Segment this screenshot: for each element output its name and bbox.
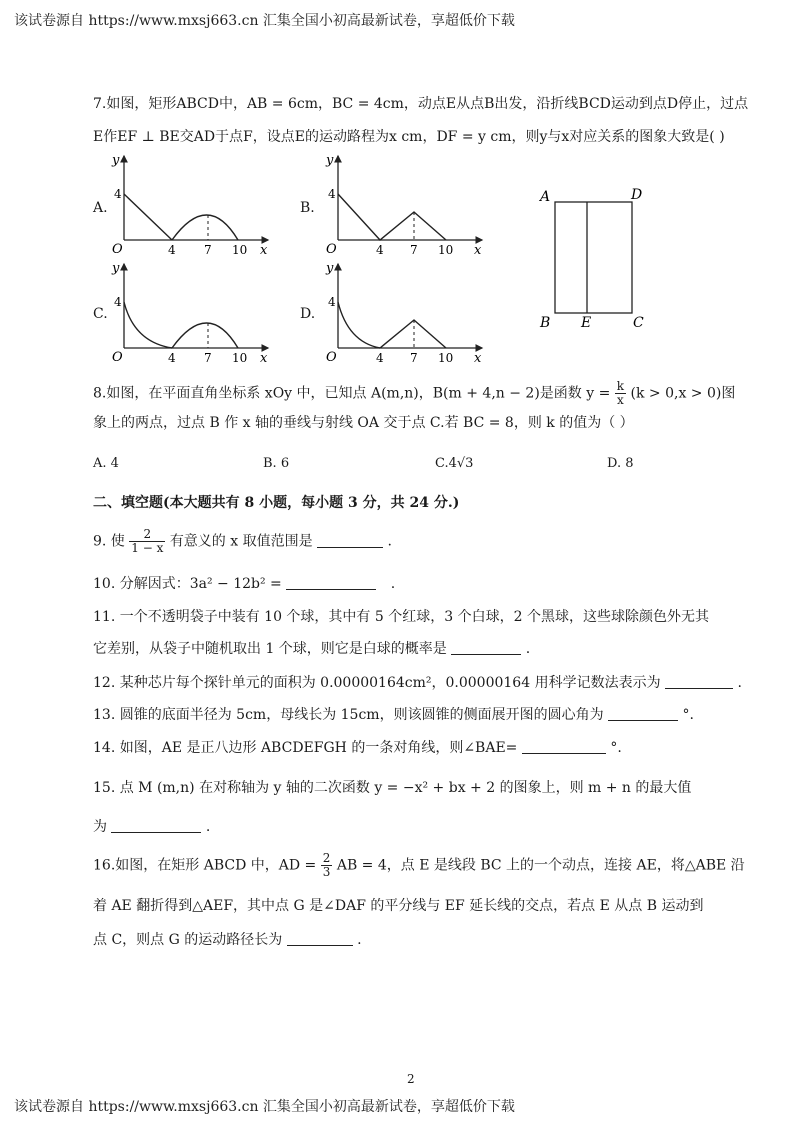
xtick-7: 7 — [410, 243, 418, 257]
vertex-d: D — [631, 187, 643, 203]
q8-option-a: A. 4 — [93, 456, 119, 471]
xtick-4: 4 — [168, 243, 176, 257]
q16-pre: 16.如图，在矩形 ABCD 中，AD = — [93, 857, 317, 874]
q7-rectangle-figure — [535, 185, 655, 335]
q16-line2: 着 AE 翻折得到△AEF，其中点 G 是∠DAF 的平分线与 EF 延长线的交点，若点 E 从点 B 运动到 — [93, 898, 704, 914]
q11-line1: 11. 一个不透明袋子中装有 10 个球，其中有 5 个红球，3 个白球，2 个黑球，这些球除颜色外无其 — [93, 609, 709, 625]
q8-fraction — [615, 380, 626, 407]
page-number: 2 — [407, 1072, 415, 1086]
q11-line2 — [93, 640, 530, 658]
q7-graph-d — [322, 258, 492, 368]
graph-curve — [124, 302, 172, 348]
q8-option-c: C.4√3 — [435, 456, 474, 471]
q7-graph-c — [108, 258, 278, 368]
q14 — [93, 739, 622, 757]
q7-line2: E作EF ⊥ BE交AD于点F，设点E的运动路程为x cm，DF = y cm，则y与x对应关系的图象大致是( ) — [93, 129, 725, 145]
q7-option-b-label: B. — [300, 200, 315, 216]
xtick-10: 10 — [232, 351, 248, 365]
q13-end: °. — [682, 707, 694, 723]
q10-answer-blank[interactable] — [286, 575, 376, 590]
graph-arc — [172, 215, 238, 240]
q16-line1 — [93, 852, 745, 879]
x-label: x — [474, 351, 482, 366]
q9-post: 有意义的 x 取值范围是 — [169, 533, 313, 550]
vertex-b: B — [540, 315, 551, 331]
q8-option-d: D. 8 — [607, 456, 634, 471]
q7-option-a-label: A. — [93, 200, 108, 216]
q7-graph-b — [322, 150, 492, 260]
q15-answer-blank[interactable] — [111, 818, 201, 833]
q12-end: . — [737, 675, 742, 691]
q9-frac-num: 2 — [129, 528, 165, 542]
rectangle-abcd — [555, 202, 632, 313]
source-banner-top: 该试卷源自 https://www.mxsj663.cn 汇集全国小初高最新试卷，享超低价下载 — [14, 13, 515, 29]
graph-curve — [338, 302, 380, 348]
q14-answer-blank[interactable] — [522, 739, 606, 754]
q11-answer-blank[interactable] — [451, 640, 521, 655]
q13 — [93, 706, 694, 724]
q16-frac-num: 2 — [322, 851, 331, 865]
x-label: x — [260, 243, 268, 258]
q11-end: . — [525, 641, 531, 657]
q15-line2-text: 为 — [93, 819, 107, 835]
graph-segment — [124, 194, 172, 240]
ytick-label: 4 — [328, 187, 336, 201]
q10-pre: 10. 分解因式：3a² − 12b² = — [93, 576, 282, 592]
q7-graph-a — [108, 150, 278, 260]
q12-pre: 12. 某种芯片每个探针单元的面积为 0.00000164cm²，0.00000164 用科学记数法表示为 — [93, 675, 661, 691]
q8-line2: 象上的两点，过点 B 作 x 轴的垂线与射线 OA 交于点 C.若 BC = 8，则 k 的值为（ ） — [93, 415, 634, 431]
q13-answer-blank[interactable] — [608, 706, 678, 721]
q16-post: AB = 4，点 E 是线段 BC 上的一个动点，连接 AE，将△ABE 沿 — [336, 857, 745, 874]
q11-line2-text: 它差别，从袋子中随机取出 1 个球，则它是白球的概率是 — [93, 641, 447, 657]
q8-frac-num: k — [616, 379, 625, 393]
q14-end: °. — [610, 740, 622, 756]
q12-answer-blank[interactable] — [665, 674, 733, 689]
y-label: y — [326, 261, 334, 276]
q16-frac-den: 3 — [322, 865, 331, 879]
q8-frac-den: x — [617, 393, 624, 407]
q16-line3 — [93, 931, 362, 949]
q9-pre: 9. 使 — [93, 533, 125, 550]
graph-peak — [380, 320, 446, 348]
q14-pre: 14. 如图，AE 是正八边形 ABCDEFGH 的一条对角线，则∠BAE= — [93, 740, 518, 756]
q8-option-b: B. 6 — [263, 456, 290, 471]
q16-line3-text: 点 C，则点 G 的运动路径长为 — [93, 932, 283, 948]
x-label: x — [474, 243, 482, 258]
origin-label: O — [112, 242, 123, 257]
point-e: E — [581, 315, 592, 331]
xtick-10: 10 — [438, 351, 454, 365]
xtick-4: 4 — [168, 351, 176, 365]
x-label: x — [260, 351, 268, 366]
xtick-4: 4 — [376, 351, 384, 365]
ytick-label: 4 — [114, 295, 122, 309]
graph-arc — [172, 323, 238, 348]
origin-label: O — [326, 242, 337, 257]
q7-option-c-label: C. — [93, 306, 108, 322]
y-label: y — [326, 153, 334, 168]
q13-pre: 13. 圆锥的底面半径为 5cm，母线长为 15cm，则该圆锥的侧面展开图的圆心角为 — [93, 707, 604, 723]
q7-option-d-label: D. — [300, 306, 316, 322]
xtick-10: 10 — [232, 243, 248, 257]
q16-fraction — [321, 852, 333, 879]
q16-end: . — [357, 932, 362, 948]
q15-end: . — [205, 819, 211, 835]
origin-label: O — [112, 350, 123, 365]
q8-line1-b: (k > 0,x > 0)图 — [630, 385, 736, 402]
vertex-a: A — [540, 189, 551, 205]
xtick-7: 7 — [204, 351, 212, 365]
q15-line1: 15. 点 M (m,n) 在对称轴为 y 轴的二次函数 y = −x² + bx + 2 的图象上，则 m + n 的最大值 — [93, 780, 692, 796]
source-banner-bottom: 该试卷源自 https://www.mxsj663.cn 汇集全国小初高最新试卷，享超低价下载 — [14, 1099, 515, 1115]
q7-line1: 7.如图，矩形ABCD中，AB = 6cm，BC = 4cm，动点E从点B出发，沿折线BCD运动到点D停止，过点 — [93, 96, 749, 112]
q8-line1-a: 8.如图，在平面直角坐标系 xOy 中，已知点 A(m,n)，B(m + 4,n − 2)是函数 y = — [93, 385, 611, 402]
graph-polyline — [338, 194, 446, 240]
q16-answer-blank[interactable] — [287, 931, 353, 946]
q9-fraction — [129, 528, 165, 555]
xtick-7: 7 — [204, 243, 212, 257]
ytick-label: 4 — [114, 187, 122, 201]
q10-end: . — [390, 576, 396, 592]
xtick-4: 4 — [376, 243, 384, 257]
y-label: y — [112, 261, 120, 276]
xtick-7: 7 — [410, 351, 418, 365]
q8-line1 — [93, 380, 735, 407]
q9-frac-den: 1 − x — [131, 541, 164, 555]
q9-end: . — [387, 533, 392, 550]
ytick-label: 4 — [328, 295, 336, 309]
origin-label: O — [326, 350, 337, 365]
y-label: y — [112, 153, 120, 168]
q15-line2 — [93, 818, 210, 836]
q12 — [93, 674, 742, 692]
q9 — [93, 528, 392, 555]
q10 — [93, 575, 395, 593]
xtick-10: 10 — [438, 243, 454, 257]
section-fill-in-heading: 二、填空题(本大题共有 8 小题，每小题 3 分，共 24 分.) — [93, 495, 460, 511]
vertex-c: C — [633, 315, 644, 331]
q9-answer-blank[interactable] — [317, 533, 383, 548]
